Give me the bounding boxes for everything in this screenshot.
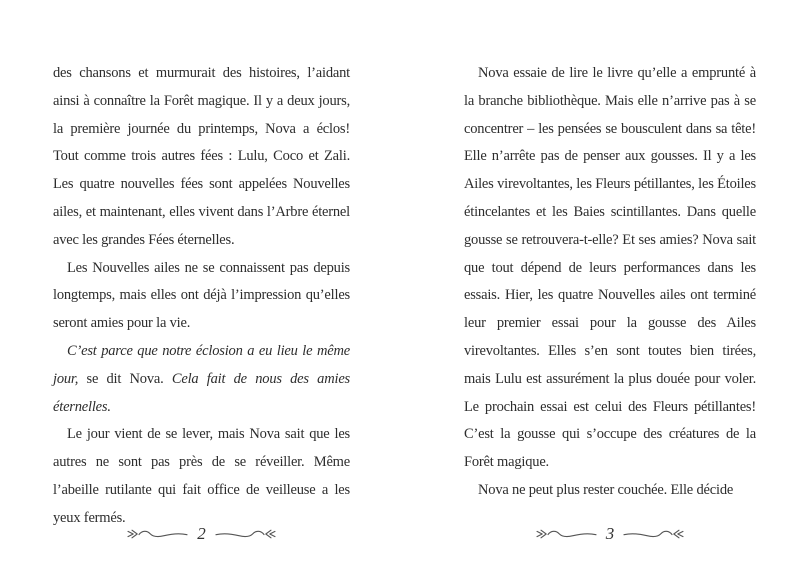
- paragraph: des chansons et murmurait des histoires, l’aidant ainsi à connaître la Forêt magique. Il y a deux jours, la première journée du printemps, Nova a éclos! Tout comme trois autres fées : Lulu, Coco et Zali. Les quatre nouvelles fées sont appelées Nouvelles ailes, et maintenant, elles vivent dans l’Arbre éternel avec les grandes Fées éternelles.: [53, 65, 350, 248]
- paragraph: Le jour vient de se lever, mais Nova sait que les autres ne sont pas près de se réveiller. Même l’abeille rutilante qui fait office de veilleuse a les yeux fermés.: [53, 426, 350, 526]
- page-left-folio: [53, 522, 350, 546]
- page-number: 2: [197, 523, 206, 543]
- flourish-right-icon: [215, 527, 277, 541]
- paragraph: Les Nouvelles ailes ne se connaissent pas depuis longtemps, mais elles ont déjà l’impression qu’elles seront amies pour la vie.: [53, 259, 350, 332]
- page-right-folio: [464, 522, 756, 546]
- page-left-text: [53, 60, 350, 533]
- flourish-right-icon: [623, 527, 685, 541]
- italic-thought-text: C’est parce que notre éclosion a eu lieu le même jour,: [53, 342, 350, 387]
- page-right-text: [464, 60, 756, 505]
- page-number: 3: [605, 523, 615, 543]
- paragraph: Nova ne peut plus rester couchée. Elle décide: [478, 481, 734, 498]
- paragraph-mixed-style: [53, 338, 350, 421]
- italic-thought-text: Cela fait de nous des amies éternelles.: [53, 370, 350, 415]
- paragraph: Nova essaie de lire le livre qu’elle a emprunté à la branche bibliothèque. Mais elle n’arrive pas à se concentrer – les pensées se bousculent dans sa tête! Elle n’arrête pas de penser aux gousses. Il y a les Ailes virevoltantes, les Fleurs pétillantes, les Étoiles étincelantes et les Baies scintillantes. Dans quelle gousse se retrouvera-t-elle? Et ses amies? Nova sait que tout dépend de leurs performances dans les essais. Hier, les quatre Nouvelles ailes ont terminé leur premier essai pour la gousse des Ailes virevoltantes. Elles s’en sont toutes bien tirées, mais Lulu est assurément la plus douée pour voler. Le prochain essai est celui des Fleurs pétillantes! C’est la gousse qui s’occupe des créatures de la Forêt magique.: [464, 65, 756, 471]
- flourish-left-icon: [126, 527, 188, 541]
- roman-attribution-text: se dit Nova.: [86, 370, 172, 387]
- flourish-left-icon: [535, 527, 597, 541]
